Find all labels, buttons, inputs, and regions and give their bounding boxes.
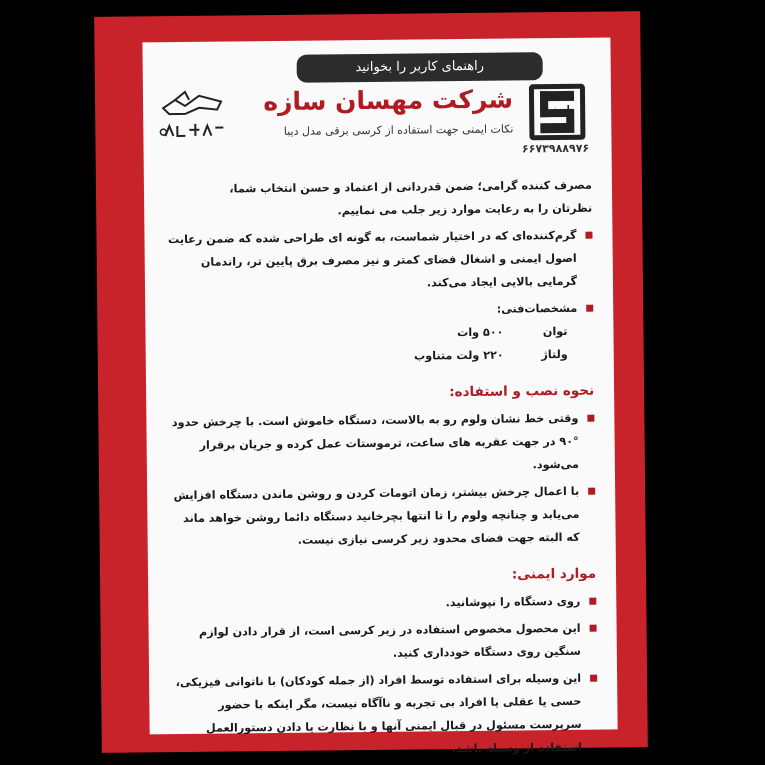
bullet-specs-label: مشخصات‌فنی: bbox=[165, 297, 593, 324]
safety-logo-icon bbox=[529, 84, 586, 141]
phone-number: ۶۶۷۳۹۸۸۹۷۶ bbox=[521, 141, 590, 156]
logo-word: ایمنی bbox=[544, 104, 570, 116]
leaflet-sheet bbox=[94, 11, 648, 756]
document-body bbox=[164, 174, 598, 763]
install-bullet-1: وقتی خط نشان ولوم رو به بالاست، دستگاه خاموش است. با چرخش حدود °۹۰ در جهت عقربه های ساعت، ترموستات عمل کرده و جریان برقرار می‌شود. bbox=[166, 407, 595, 480]
spec-value: ۵۰۰ وات bbox=[456, 325, 504, 340]
spec-row-voltage bbox=[166, 343, 594, 370]
intro-line-2: نظرتان را به رعایت موارد زیر جلب می نماییم. bbox=[337, 201, 593, 218]
install-bullet-2: با اعمال چرخش بیشتر، زمان اتومات کردن و روشن ماندن دستگاه افزایش می‌یابد و چنانچه ولوم را تا انتها بچرخانید دستگاه دائما روشن خواهد ماند که البته جهت فضای محدود زیر کرسی نیازی نیست. bbox=[167, 480, 596, 553]
safety-bullet-1: روی دستگاه را نپوشانید. bbox=[168, 590, 596, 617]
spec-key: توان bbox=[542, 324, 568, 339]
company-name: شرکت مهسان سازه bbox=[263, 84, 514, 117]
safety-heading: موارد ایمنی: bbox=[511, 565, 597, 583]
spec-key: ولتاژ bbox=[541, 347, 568, 362]
safety-bullet-3: این وسیله برای استفاده توسط افراد (از جمله کودکان) با ناتوانی فیزیکی، حسی یا عقلی یا افراد بی تجربه و ناآگاه نیست، مگر اینکه با حضور سرپرست مسئول در قبال ایمنی آنها و با نظارت یا دادن دستورالعمل استفاده از وسیله باشد. bbox=[169, 667, 598, 763]
company-stamp-icon bbox=[155, 85, 230, 146]
document-subtitle: نکات ایمنی جهت استفاده از کرسی برقی مدل دیبا bbox=[283, 122, 514, 138]
read-manual-banner: راهنمای کاربر را بخوانید bbox=[297, 52, 543, 83]
install-heading: نحوه نصب و استفاده: bbox=[449, 382, 595, 401]
leaflet-paper bbox=[142, 37, 617, 756]
intro-line-1: مصرف کننده گرامی؛ ضمن قدردانی از اعتماد و حسن انتخاب شما، bbox=[229, 178, 593, 196]
spec-value: ۲۲۰ ولت متناوب bbox=[413, 348, 504, 363]
safety-bullet-2: این محصول مخصوص استفاده در زیر کرسی است، از قرار دادن لوازم سنگین روی دستگاه خودداری کنید. bbox=[168, 617, 596, 667]
bullet-heater-design: گرم‌کننده‌ای که در اختیار شماست، به گونه ای طراحی شده که ضمن رعایت اصول ایمنی و اشغال فضای کمتر و نیز مصرف برق پایین تر، راندمان گرمایی بالایی ایجاد می‌کند. bbox=[164, 224, 593, 297]
